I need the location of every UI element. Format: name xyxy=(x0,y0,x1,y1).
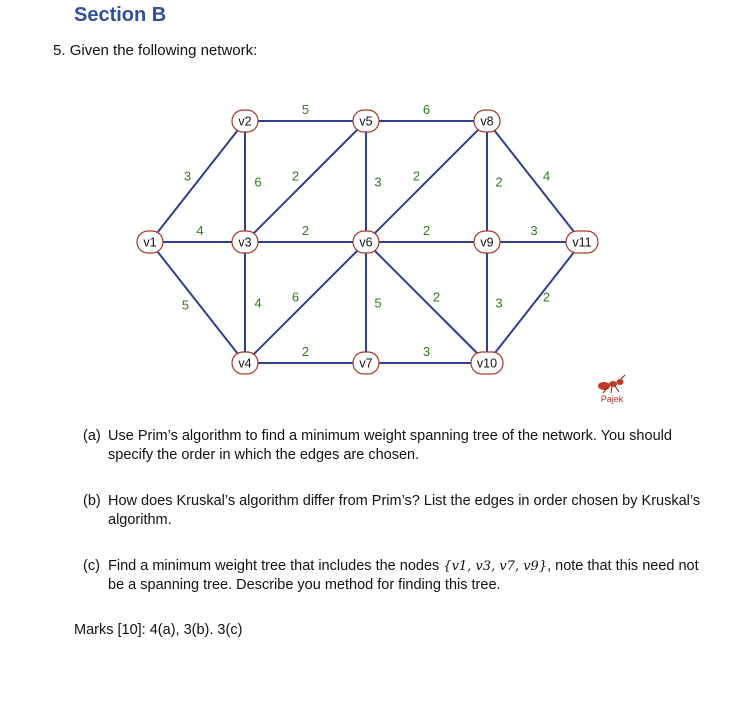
node-v10 xyxy=(471,352,503,374)
edge-weight-v9-v10: 3 xyxy=(495,295,503,311)
node-label-v6: v6 xyxy=(359,235,373,250)
node-label-v1: v1 xyxy=(143,235,157,250)
node-v6 xyxy=(353,231,379,253)
part-c-text-before: Find a minimum weight tree that includes the nodes xyxy=(108,558,444,574)
node-label-v5: v5 xyxy=(359,114,373,129)
edge-weight-v1-v3: 4 xyxy=(196,223,204,238)
node-v2 xyxy=(232,110,258,132)
node-v8 xyxy=(474,110,500,132)
part-c-label: (c) xyxy=(83,558,100,574)
node-label-v2: v2 xyxy=(238,114,252,129)
logo-text: Pajek xyxy=(600,394,624,404)
part-c xyxy=(83,557,703,595)
edge-weight-v5-v8: 6 xyxy=(422,102,431,117)
part-b-text: How does Kruskal’s algorithm differ from Prim’s? List the edges in order chosen by Kruskal’s algorithm. xyxy=(108,493,701,528)
node-v9 xyxy=(474,231,500,253)
edge-weight-v4-v6: 6 xyxy=(291,289,300,305)
edge-weight-v1-v4: 5 xyxy=(181,297,190,313)
edge-weight-v2-v3: 6 xyxy=(254,174,262,190)
edge-weight-v6-v9: 2 xyxy=(422,223,431,238)
part-a-label: (a) xyxy=(83,428,101,444)
part-b-label: (b) xyxy=(83,493,101,509)
edge-weight-v2-v5: 5 xyxy=(301,102,310,117)
node-label-v11: v11 xyxy=(572,235,592,250)
ant-icon xyxy=(598,375,625,393)
edge-weight-v3-v4: 4 xyxy=(254,295,262,311)
edge-weight-v4-v7: 2 xyxy=(301,344,310,359)
edge-weight-v10-v11: 2 xyxy=(542,289,551,305)
edge-weight-v1-v2: 3 xyxy=(183,168,192,184)
part-a-text: Use Prim’s algorithm to find a minimum weight spanning tree of the network. You should specify the order in which the edges are chosen. xyxy=(108,428,672,463)
pajek-logo xyxy=(598,375,625,404)
edge-weight-v3-v6: 2 xyxy=(301,223,310,238)
node-label-v9: v9 xyxy=(480,235,494,250)
node-v7 xyxy=(353,352,379,374)
node-label-v10: v10 xyxy=(476,356,498,371)
edge-weight-v5-v6: 3 xyxy=(374,174,382,190)
part-a xyxy=(83,427,703,465)
edge-v1-v4 xyxy=(150,242,245,363)
node-label-v7: v7 xyxy=(359,356,373,371)
edge-weight-v6-v8: 2 xyxy=(412,168,421,184)
node-v1 xyxy=(137,231,163,253)
edge-weight-v8-v11: 4 xyxy=(542,168,551,184)
edge-weight-v9-v11: 3 xyxy=(530,223,538,238)
question-text: Given the following network: xyxy=(69,42,258,59)
edge-weight-v7-v10: 3 xyxy=(422,344,431,359)
edge-weight-v8-v9: 2 xyxy=(495,174,503,190)
question-number: 5. xyxy=(53,42,66,59)
node-label-v4: v4 xyxy=(238,356,252,371)
part-b xyxy=(83,492,703,530)
node-v11 xyxy=(566,231,598,253)
edge-weight-v6-v10: 2 xyxy=(432,289,441,305)
marks-allocation: Marks [10]: 4(a), 3(b). 3(c) xyxy=(74,622,243,638)
node-label-v3: v3 xyxy=(238,235,252,250)
part-c-text-after: , note that this need not be a spanning tree. Describe you method for finding this tree. xyxy=(108,558,699,593)
node-v5 xyxy=(353,110,379,132)
node-v4 xyxy=(232,352,258,374)
part-c-node-set: {v1, v3, v7, v9} xyxy=(443,559,548,574)
part-c-text xyxy=(108,557,703,595)
section-title: Section B xyxy=(74,4,167,26)
edge-weight-v6-v7: 5 xyxy=(374,295,382,311)
node-label-v8: v8 xyxy=(480,114,494,129)
edge-weight-v3-v5: 2 xyxy=(291,168,300,184)
node-v3 xyxy=(232,231,258,253)
